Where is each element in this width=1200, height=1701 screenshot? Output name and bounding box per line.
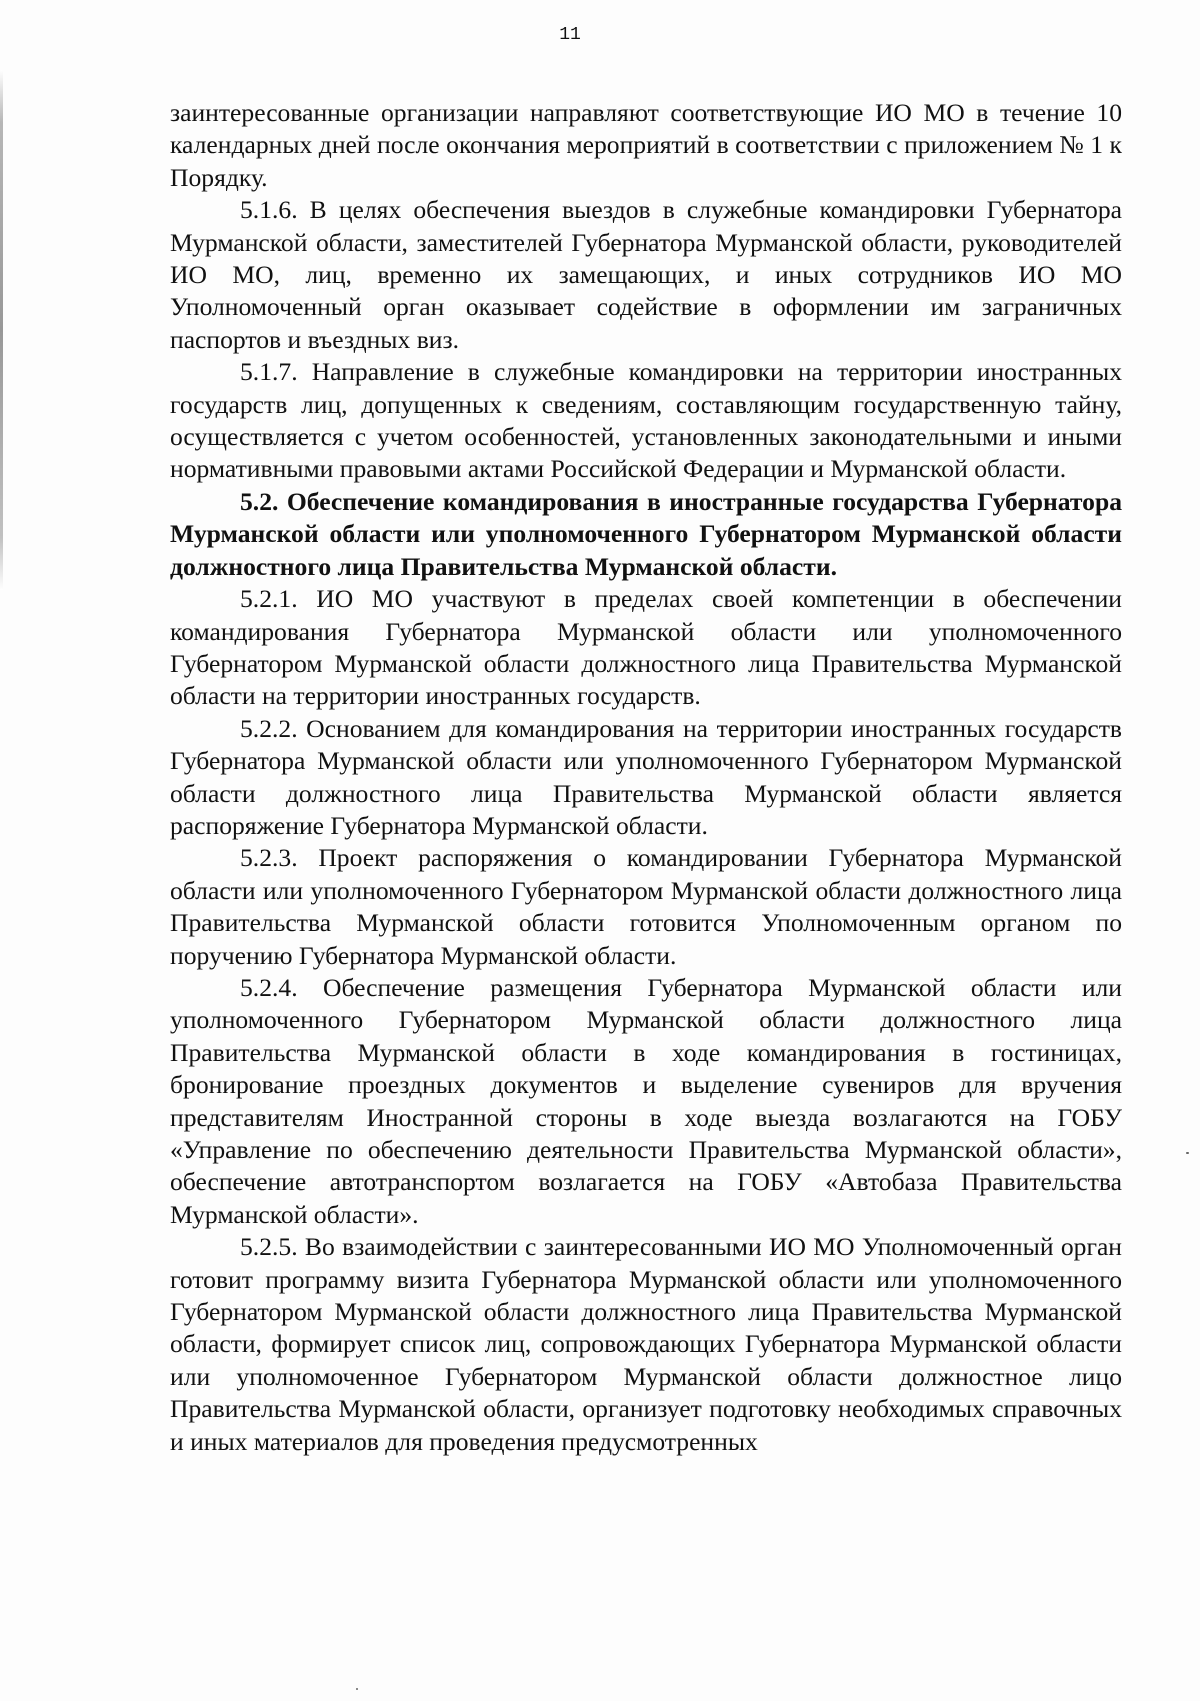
paragraph-5-2-2: 5.2.2. Основанием для командирования на территории иностранных государств Губернатора Мурманской области или уполномоченного Губернатором Мурманской области должностного лица Правительства Мурманской области является распоряжение Губернатора Мурманской области. — [170, 713, 1122, 840]
scan-dust-mark — [356, 1688, 358, 1690]
section-heading-5-2: 5.2. Обеспечение командирования в иностранные государства Губернатора Мурманской области или уполномоченного Губернатором Мурманской области должностного лица Правительства Мурманской области. — [170, 486, 1122, 581]
page-number: 11 — [559, 25, 581, 45]
paragraph-continuation: заинтересованные организации направляют соответствующие ИО МО в течение 10 календарных дней после окончания мероприятий в соответствии с приложением № 1 к Порядку. — [170, 98, 1122, 192]
document-body — [170, 97, 1122, 1458]
scan-dust-mark — [1186, 1152, 1189, 1154]
paragraph-5-2-4: 5.2.4. Обеспечение размещения Губернатора Мурманской области или уполномоченного Губернатором Мурманской области должностного лица Правительства Мурманской области в ходе командирования в гостиницах, бронирование проездных документов и выделение сувениров для вручения представителям Иностранной стороны в ходе выезда возлагаются на ГОБУ «Управление по обеспечению деятельности Правительства Мурманской области», обеспечение автотранспортом возлагается на ГОБУ «Автобаза Правительства Мурманской области». — [170, 972, 1122, 1229]
paragraph-5-2-1: 5.2.1. ИО МО участвуют в пределах своей компетенции в обеспечении командирования Губернатора Мурманской области или уполномоченного Губернатором Мурманской области должностного лица Правительства Мурманской области на территории иностранных государств. — [170, 584, 1122, 711]
paragraph-5-2-5: 5.2.5. Во взаимодействии с заинтересованными ИО МО Уполномоченный орган готовит программу визита Губернатора Мурманской области или уполномоченного Губернатором Мурманской области должностного лица Правительства Мурманской области, формирует список лиц, сопровождающих Губернатора Мурманской области или уполномоченное Губернатором Мурманской области должностное лицо Правительства Мурманской области, организует подготовку необходимых справочных и иных материалов для проведения предусмотренных — [170, 1232, 1122, 1456]
paragraph-5-1-6: 5.1.6. В целях обеспечения выездов в служебные командировки Губернатора Мурманской области, заместителей Губернатора Мурманской области, руководителей ИО МО, лиц, временно их замещающих, и иных сотрудников ИО МО Уполномоченный орган оказывает содействие в оформлении им заграничных паспортов и въездных виз. — [170, 195, 1122, 354]
paragraph-5-2-3: 5.2.3. Проект распоряжения о командировании Губернатора Мурманской области или уполномоченного Губернатором Мурманской области должностного лица Правительства Мурманской области готовится Уполномоченным органом по поручению Губернатора Мурманской области. — [170, 843, 1122, 970]
scan-edge-shadow — [0, 70, 3, 590]
paragraph-5-1-7: 5.1.7. Направление в служебные командировки на территории иностранных государств лиц, допущенных к сведениям, составляющим государственную тайну, осуществляется с учетом особенностей, установленных законодательными и иными нормативными правовыми актами Российской Федерации и Мурманской области. — [170, 357, 1122, 484]
